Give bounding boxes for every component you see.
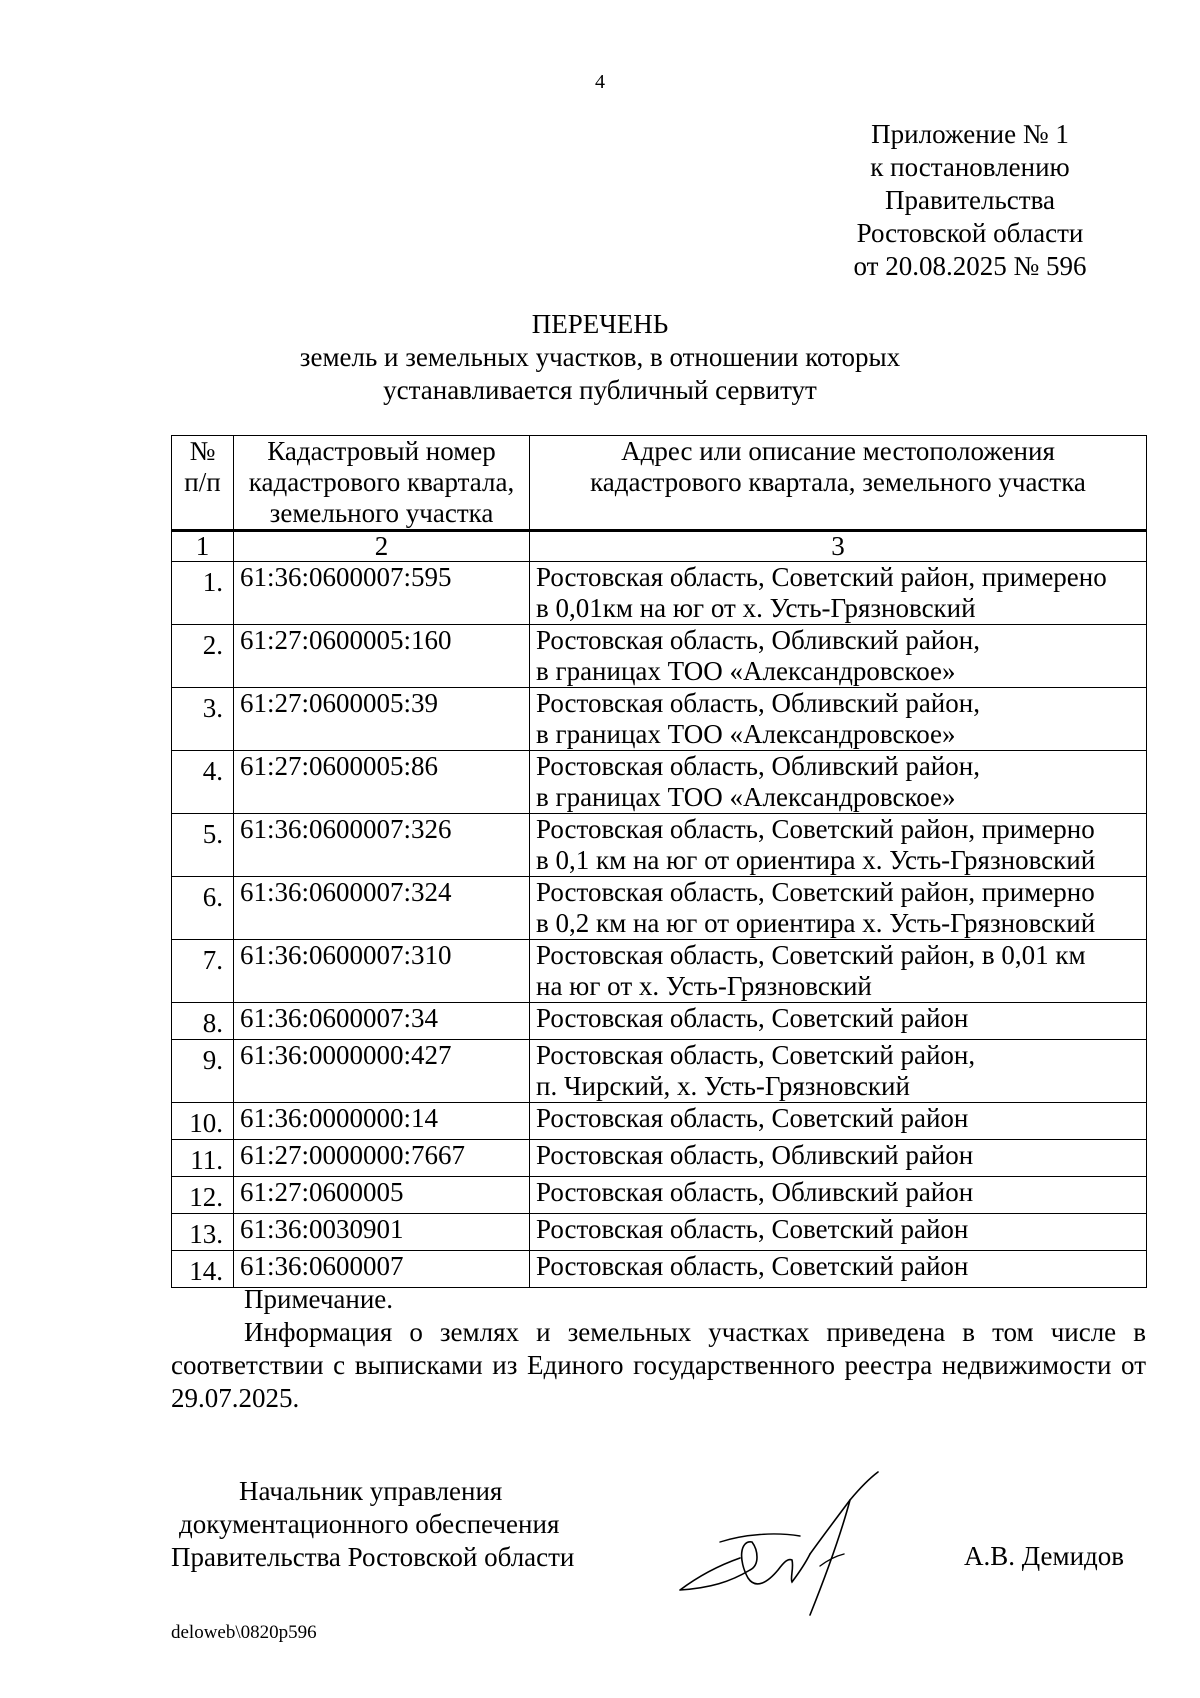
address-cell (530, 688, 1147, 751)
address-line: Ростовская область, Советский район, примерено (536, 562, 1107, 592)
position-line: документационного обеспечения (179, 1509, 560, 1539)
note-title: Примечание. (244, 1284, 394, 1314)
table-row (172, 1251, 1147, 1288)
address-line: Ростовская область, Советский район (536, 1214, 969, 1244)
cadastral-number: 61:27:0000000:7667 (234, 1140, 530, 1177)
header-text: № (189, 436, 216, 466)
address-cell (530, 751, 1147, 814)
table-row (172, 940, 1147, 1003)
address-line: Ростовская область, Советский район, примерно (536, 877, 1095, 907)
header-text: Адрес или описание местоположения (621, 436, 1055, 466)
row-number-text: 9. (202, 1045, 223, 1075)
table-row (172, 1177, 1147, 1214)
row-number (172, 1040, 234, 1103)
address-cell (530, 1040, 1147, 1103)
cadastral-number: 61:36:0600007:310 (234, 940, 530, 1003)
header-address (530, 436, 1147, 531)
address-cell (530, 940, 1147, 1003)
address-line: Ростовская область, Обливский район, (536, 625, 980, 655)
appendix-line: к постановлению (870, 152, 1070, 182)
address-cell (530, 1103, 1147, 1140)
position-line: Начальник управления (239, 1476, 503, 1506)
address-cell (530, 814, 1147, 877)
position-line: Правительства Ростовской области (171, 1542, 575, 1572)
table-row (172, 688, 1147, 751)
header-text: кадастрового квартала, (248, 467, 515, 497)
address-line: Ростовская область, Обливский район, (536, 751, 980, 781)
row-number-text: 3. (202, 693, 223, 723)
signatory-name: А.В. Демидов (964, 1541, 1125, 1571)
note-text: Информация о землях и земельных участках приведена в том числе в соответствии с выписками из Единого государственного реестра недвижимости от 29.07.2025. (171, 1317, 1146, 1413)
cadastral-number: 61:36:0000000:14 (234, 1103, 530, 1140)
document-title (0, 308, 1200, 407)
address-line: в границах ТОО «Александровское» (536, 782, 956, 812)
row-number-text: 2. (202, 630, 223, 660)
header-cadastral (234, 436, 530, 531)
address-line: на юг от х. Усть-Грязновский (536, 971, 872, 1001)
table-row (172, 1003, 1147, 1040)
address-line: в границах ТОО «Александровское» (536, 719, 956, 749)
address-cell (530, 1140, 1147, 1177)
address-line: Ростовская область, Советский район, (536, 1040, 976, 1070)
address-cell (530, 625, 1147, 688)
row-number (172, 625, 234, 688)
row-number (172, 688, 234, 751)
column-number-row (172, 531, 1147, 562)
cadastral-number: 61:27:0600005 (234, 1177, 530, 1214)
land-plots-table (171, 435, 1147, 1288)
table-row (172, 1103, 1147, 1140)
cadastral-number: 61:36:0600007:595 (234, 562, 530, 625)
row-number (172, 751, 234, 814)
table-row (172, 877, 1147, 940)
cadastral-number: 61:36:0600007 (234, 1251, 530, 1288)
row-number (172, 940, 234, 1003)
appendix-block (830, 118, 1110, 283)
address-cell (530, 1003, 1147, 1040)
appendix-line: Приложение № 1 (871, 119, 1069, 149)
row-number (172, 1103, 234, 1140)
header-no (172, 436, 234, 531)
address-cell (530, 1251, 1147, 1288)
signatory-position (171, 1475, 574, 1574)
address-line: п. Чирский, х. Усть-Грязновский (536, 1071, 910, 1101)
row-number (172, 1003, 234, 1040)
address-cell (530, 1177, 1147, 1214)
address-line: Ростовская область, Обливский район (536, 1140, 974, 1170)
appendix-line: Правительства (885, 185, 1055, 215)
column-number: 3 (530, 531, 1147, 562)
cadastral-number: 61:27:0600005:86 (234, 751, 530, 814)
table-row (172, 625, 1147, 688)
cadastral-number: 61:36:0600007:326 (234, 814, 530, 877)
address-line: Ростовская область, Советский район (536, 1251, 969, 1281)
address-cell (530, 877, 1147, 940)
row-number-text: 5. (202, 819, 223, 849)
page-number: 4 (595, 71, 605, 93)
header-text: п/п (184, 467, 221, 497)
row-number-text: 13. (189, 1219, 223, 1249)
address-line: Ростовская область, Обливский район, (536, 688, 980, 718)
title-heading: ПЕРЕЧЕНЬ (531, 309, 669, 339)
table-header-row (172, 436, 1147, 531)
row-number (172, 1177, 234, 1214)
header-text: Кадастровый номер (267, 436, 496, 466)
row-number (172, 1251, 234, 1288)
address-line: Ростовская область, Советский район, в 0,01 км (536, 940, 1086, 970)
row-number-text: 6. (202, 882, 223, 912)
address-line: в 0,2 км на юг от ориентира х. Усть-Грязновский (536, 908, 1096, 938)
row-number (172, 814, 234, 877)
address-line: в 0,1 км на юг от ориентира х. Усть-Грязновский (536, 845, 1096, 875)
row-number-text: 10. (189, 1108, 223, 1138)
address-cell (530, 1214, 1147, 1251)
address-line: Ростовская область, Советский район (536, 1003, 969, 1033)
footer-code: deloweb\0820p596 (171, 1622, 317, 1643)
address-line: в 0,01км на юг от х. Усть-Грязновский (536, 593, 976, 623)
row-number-text: 11. (190, 1145, 223, 1175)
address-cell (530, 562, 1147, 625)
handwritten-signature (660, 1470, 960, 1620)
table-row (172, 1140, 1147, 1177)
row-number-text: 7. (202, 945, 223, 975)
cadastral-number: 61:27:0600005:160 (234, 625, 530, 688)
note-block (171, 1283, 1146, 1415)
row-number-text: 1. (202, 567, 223, 597)
table-row (172, 814, 1147, 877)
address-line: Ростовская область, Обливский район (536, 1177, 974, 1207)
address-line: в границах ТОО «Александровское» (536, 656, 956, 686)
cadastral-number: 61:36:0030901 (234, 1214, 530, 1251)
row-number (172, 1140, 234, 1177)
table-row (172, 1040, 1147, 1103)
title-line: земель и земельных участков, в отношении которых (299, 342, 901, 372)
column-number: 1 (172, 531, 234, 562)
cadastral-number: 61:36:0000000:427 (234, 1040, 530, 1103)
address-line: Ростовская область, Советский район (536, 1103, 969, 1133)
cadastral-number: 61:36:0600007:34 (234, 1003, 530, 1040)
table-row (172, 1214, 1147, 1251)
row-number-text: 8. (202, 1008, 223, 1038)
row-number-text: 12. (189, 1182, 223, 1212)
table-row (172, 562, 1147, 625)
row-number (172, 562, 234, 625)
header-text: кадастрового квартала, земельного участка (590, 467, 1086, 497)
appendix-line: от 20.08.2025 № 596 (853, 251, 1087, 281)
row-number (172, 877, 234, 940)
row-number-text: 4. (202, 756, 223, 786)
header-text: земельного участка (269, 498, 494, 528)
title-line: устанавливается публичный сервитут (383, 375, 817, 405)
column-number: 2 (234, 531, 530, 562)
cadastral-number: 61:36:0600007:324 (234, 877, 530, 940)
address-line: Ростовская область, Советский район, примерно (536, 814, 1095, 844)
appendix-line: Ростовской области (856, 218, 1084, 248)
row-number (172, 1214, 234, 1251)
table-row (172, 751, 1147, 814)
cadastral-number: 61:27:0600005:39 (234, 688, 530, 751)
row-number-text: 14. (189, 1256, 223, 1286)
